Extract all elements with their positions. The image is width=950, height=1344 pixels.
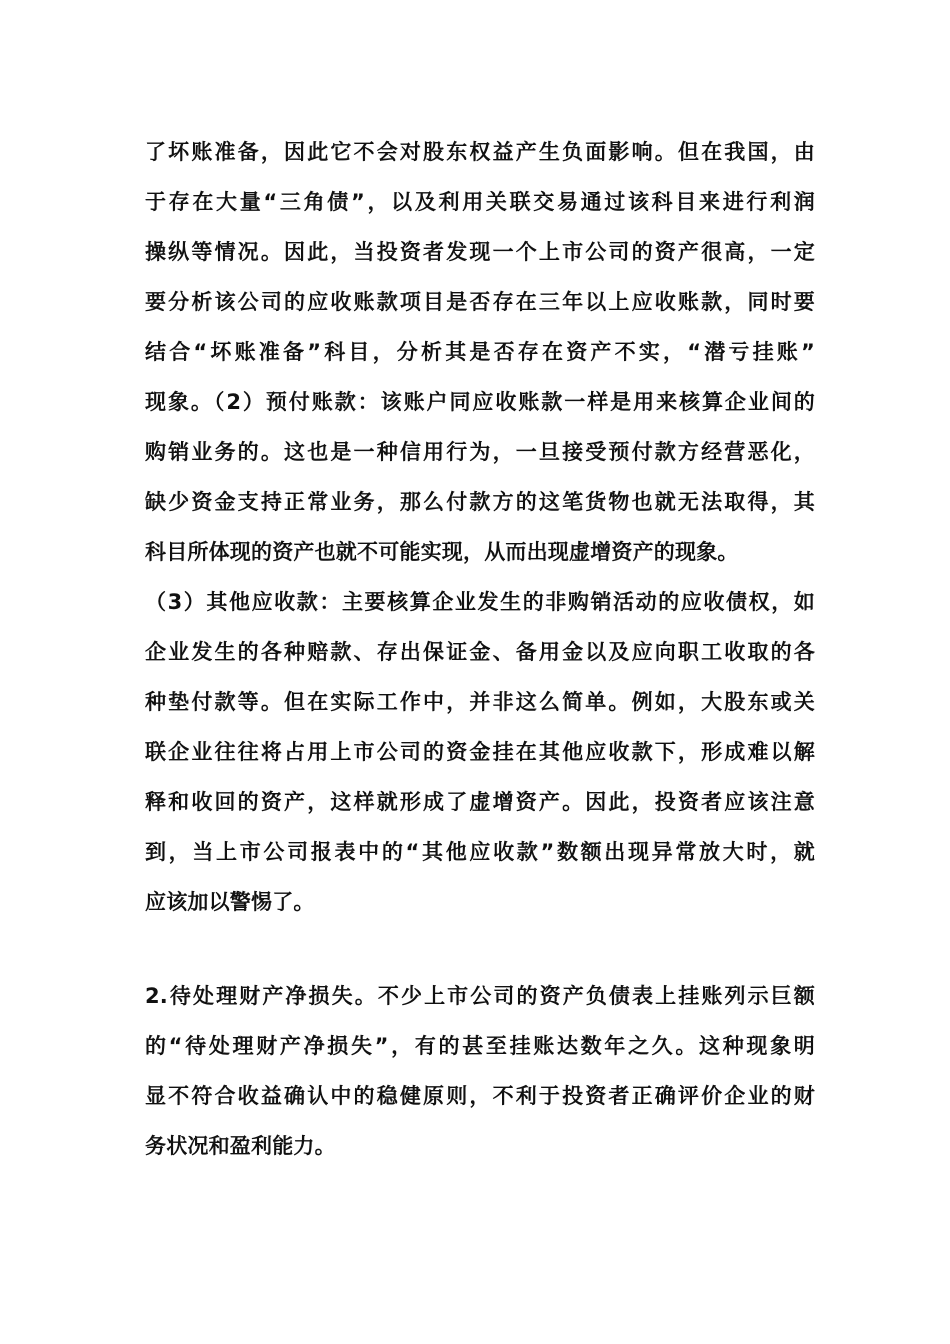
paragraph-line: 务状况和盈利能力。 xyxy=(145,1134,336,1158)
paragraph-line: 操纵等情况。因此，当投资者发现一个上市公司的资产很高，一定 xyxy=(145,240,815,264)
paragraph-line: 联企业往往将占用上市公司的资金挂在其他应收款下，形成难以解 xyxy=(145,740,815,764)
paragraph-line: 企业发生的各种赔款、存出保证金、备用金以及应向职工收取的各 xyxy=(145,640,815,664)
paragraph-line: 显不符合收益确认中的稳健原则，不利于投资者正确评价企业的财 xyxy=(145,1084,815,1108)
paragraph-line: 科目所体现的资产也就不可能实现，从而出现虚增资产的现象。 xyxy=(145,540,739,564)
paragraph-pending-property-loss xyxy=(145,971,815,1171)
paragraph-line: 2.待处理财产净损失。不少上市公司的资产负债表上挂账列示巨额 xyxy=(145,984,815,1008)
paragraph-line: 释和收回的资产，这样就形成了虚增资产。因此，投资者应该注意 xyxy=(145,790,815,814)
paragraph-line: 的“待处理财产净损失”，有的甚至挂账达数年之久。这种现象明 xyxy=(145,1034,815,1058)
paragraph-line: 到，当上市公司报表中的“其他应收款”数额出现异常放大时，就 xyxy=(145,840,815,864)
paragraph-line: 于存在大量“三角债”，以及利用关联交易通过该科目来进行利润 xyxy=(145,190,815,214)
paragraph-line: 购销业务的。这也是一种信用行为，一旦接受预付款方经营恶化， xyxy=(145,440,815,464)
paragraph-accounts-receivable xyxy=(145,127,815,927)
paragraph-line: 了坏账准备，因此它不会对股东权益产生负面影响。但在我国，由 xyxy=(145,140,815,164)
paragraph-line: 要分析该公司的应收账款项目是否存在三年以上应收账款，同时要 xyxy=(145,290,815,314)
paragraph-line: 应该加以警惕了。 xyxy=(145,890,315,914)
paragraph-line: 种垫付款等。但在实际工作中，并非这么简单。例如，大股东或关 xyxy=(145,690,815,714)
paragraph-line: 现象。（2）预付账款：该账户同应收账款一样是用来核算企业间的 xyxy=(145,390,815,414)
paragraph-line: 缺少资金支持正常业务，那么付款方的这笔货物也就无法取得，其 xyxy=(145,490,815,514)
paragraph-line: 结合“坏账准备”科目，分析其是否存在资产不实，“潜亏挂账” xyxy=(145,340,815,364)
paragraph-line: （3）其他应收款：主要核算企业发生的非购销活动的应收债权，如 xyxy=(145,590,815,614)
